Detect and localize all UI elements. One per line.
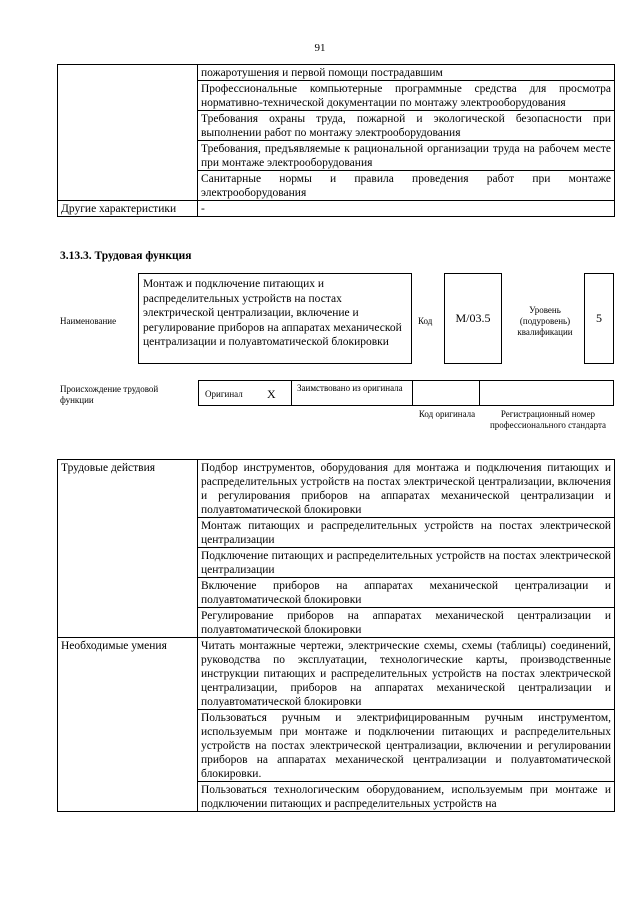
function-details-table: [57, 459, 615, 812]
name-label: Наименование: [60, 316, 117, 326]
table-cell: Подключение питающих и распределительных устройств на постах электрической централизации: [198, 548, 615, 578]
section-heading: 3.13.3. Трудовая функция: [60, 250, 192, 262]
code-value: M/03.5: [455, 311, 491, 325]
page-number: 91: [314, 42, 326, 54]
divider: [479, 380, 480, 406]
table-cell: Пользоваться ручным и электрифицированным ручным инструментом, используемым при монтаже и подключении питающих и распределительных устройств на постах электрической централизации, включении и регулировании приборов на аппаратах механической централизации и полуавтоматической блокировки.: [198, 710, 615, 782]
table-cell: Включение приборов на аппаратах механической централизации и полуавтоматической блокировки: [198, 578, 615, 608]
table-cell: Санитарные нормы и правила проведения работ при монтаже электрооборудования: [198, 171, 615, 201]
level-value: 5: [596, 311, 602, 325]
code-label: Код: [418, 316, 433, 326]
divider: [412, 380, 413, 406]
original-label: Оригинал: [205, 389, 243, 399]
borrowed-label: Заимствовано из оригинала: [297, 383, 403, 393]
table-cell: Регулирование приборов на аппаратах механической централизации и полуавтоматической блокировки: [198, 608, 615, 638]
origin-label: Происхождение трудовой функции: [60, 384, 159, 405]
table-row: [58, 201, 615, 217]
table-cell: Требования охраны труда, пожарной и экологической безопасности при выполнении работ по монтажу электрооборудования: [198, 111, 615, 141]
level-label: Уровень (подуровень) квалификации: [517, 305, 573, 337]
table-row: [58, 460, 615, 518]
table-cell: Профессиональные компьютерные программные средства для просмотра нормативно-технической документации по монтажу электрооборудования: [198, 81, 615, 111]
table-cell: -: [198, 201, 615, 217]
row-label: Трудовые действия: [58, 460, 198, 638]
knowledge-table: [57, 64, 615, 217]
row-label: Необходимые умения: [58, 638, 198, 812]
row-label: Другие характеристики: [58, 201, 198, 217]
table-cell: Подбор инструментов, оборудования для монтажа и подключения питающих и распределительных устройств на постах электрической централизации, включения и регулирования приборов на аппаратах механической централизации и полуавтоматической блокировки: [198, 460, 615, 518]
table-row: [58, 65, 615, 81]
table-cell: Требования, предъявляемые к рациональной организации труда на рабочем месте при монтаже электрооборудования: [198, 141, 615, 171]
code-box: [444, 273, 502, 364]
table-row: [58, 638, 615, 710]
table-cell: пожаротушения и первой помощи пострадавшим: [198, 65, 615, 81]
level-box: [584, 273, 614, 364]
row-label: [58, 65, 198, 201]
table-cell: Читать монтажные чертежи, электрические схемы, схемы (таблицы) соединений, руководства по эксплуатации, технологические карты, производственные инструкции питающих и распределительных устройств на постах электрической централизации, приборов на аппаратах механической централизации и полуавтоматической блокировки: [198, 638, 615, 710]
table-cell: Монтаж питающих и распределительных устройств на постах электрической централизации: [198, 518, 615, 548]
function-name-box: Монтаж и подключение питающих и распределительных устройств на постах электрической централизации, включение и регулирование приборов на аппаратах механической централизации и полуавтоматической блокировки: [138, 273, 412, 364]
divider: [291, 380, 292, 406]
table-cell: Пользоваться технологическим оборудованием, используемым при монтаже и подключении питающих и распределительных устройств на: [198, 782, 615, 812]
reg-number-caption: Регистрационный номер профессионального стандарта: [489, 409, 607, 430]
code-original-caption: Код оригинала: [418, 409, 476, 419]
original-mark: X: [267, 387, 276, 401]
origin-box: [198, 380, 614, 406]
